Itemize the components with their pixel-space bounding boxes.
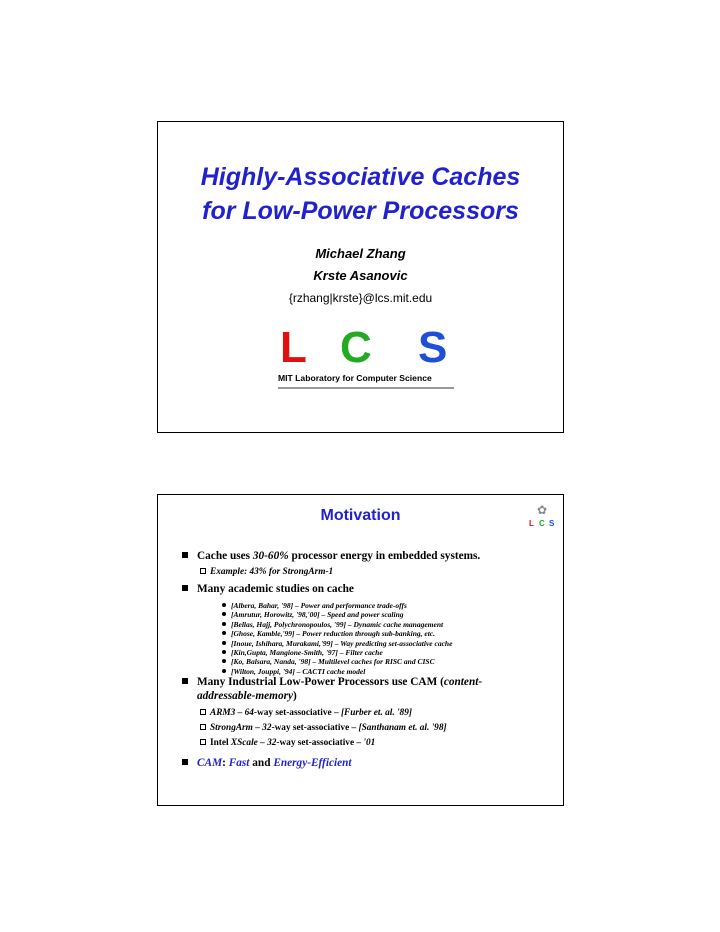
author-2: Krste Asanovic: [313, 268, 408, 283]
square-bullet-icon: [182, 678, 188, 684]
bullet-cache-energy: Cache uses 30-60% processor energy in embedded systems.: [182, 550, 480, 562]
hollow-square-bullet-icon: [200, 568, 206, 574]
title-line-1: Highly-Associative Caches: [200, 163, 521, 191]
logo-underline: [278, 387, 454, 389]
square-bullet-icon: [182, 552, 188, 558]
lcs-logo: [278, 325, 454, 391]
slide-title: Motivation: [320, 507, 401, 524]
dot-bullet-icon: [222, 603, 226, 607]
logo-letter-c: C: [340, 323, 372, 372]
mini-logo-l: L: [529, 519, 534, 528]
dot-bullet-icon: [222, 612, 226, 616]
author-1: Michael Zhang: [315, 246, 406, 261]
study-item: [Amrutur, Horowitz, '98,'00] – Speed and power scaling: [222, 610, 404, 619]
study-item: [Bellas, Hajj, Polychronopoulos, '99] – Dynamic cache management: [222, 620, 443, 629]
study-item: [Ghose, Kamble,'99] – Power reduction through sub-banking, etc.: [222, 629, 435, 638]
title-slide: [157, 121, 564, 433]
bullet-industrial-cam: Many Industrial Low-Power Processors use CAM (content-: [182, 676, 482, 688]
square-bullet-icon: [182, 759, 188, 765]
bullet-cam-summary: CAM: Fast and Energy-Efficient: [182, 757, 352, 769]
sub-bullet-example: Example: 43% for StrongArm-1: [200, 567, 333, 577]
dot-bullet-icon: [222, 659, 226, 663]
motivation-slide: [157, 494, 564, 806]
square-bullet-icon: [182, 585, 188, 591]
mini-lcs-logo: [527, 503, 557, 533]
mini-logo-s: S: [549, 519, 555, 528]
dot-bullet-icon: [222, 650, 226, 654]
study-item: [Kin,Gupta, Mangione-Smith, '97] – Filter cache: [222, 648, 383, 657]
dot-bullet-icon: [222, 641, 226, 645]
title-line-2: for Low-Power Processors: [202, 197, 519, 225]
hollow-square-bullet-icon: [200, 709, 206, 715]
bullet-academic-studies: Many academic studies on cache: [182, 583, 354, 595]
logo-letter-l: L: [280, 323, 307, 372]
logo-caption: MIT Laboratory for Computer Science: [278, 373, 432, 383]
study-item: [Albera, Bahar, '98] – Power and performance trade-offs: [222, 601, 407, 610]
industrial-item-arm3: ARM3 – 64-way set-associative – [Furber et. al. '89]: [200, 708, 412, 718]
study-item: [Ko, Balsara, Nanda, '98] – Multilevel caches for RISC and CISC: [222, 657, 435, 666]
industrial-item-strongarm: StrongArm – 32-way set-associative – [Santhanam et. al. '98]: [200, 723, 447, 733]
industrial-item-xscale: Intel XScale – 32-way set-associative – '01: [200, 738, 375, 748]
dot-bullet-icon: [222, 622, 226, 626]
study-item: [Wilton, Jouppi, '94] – CACTI cache model: [222, 667, 365, 676]
logo-letter-s: S: [418, 323, 448, 372]
bullet-industrial-cam-cont: addressable-memory): [197, 690, 297, 702]
study-item: [Inoue, Ishihara, Murakami,'99] – Way predicting set-associative cache: [222, 639, 452, 648]
dot-bullet-icon: [222, 631, 226, 635]
hollow-square-bullet-icon: [200, 739, 206, 745]
hollow-square-bullet-icon: [200, 724, 206, 730]
dot-bullet-icon: [222, 669, 226, 673]
mini-logo-c: C: [539, 519, 545, 528]
figure-icon: ✿: [536, 503, 548, 517]
email: {rzhang|krste}@lcs.mit.edu: [288, 291, 433, 305]
